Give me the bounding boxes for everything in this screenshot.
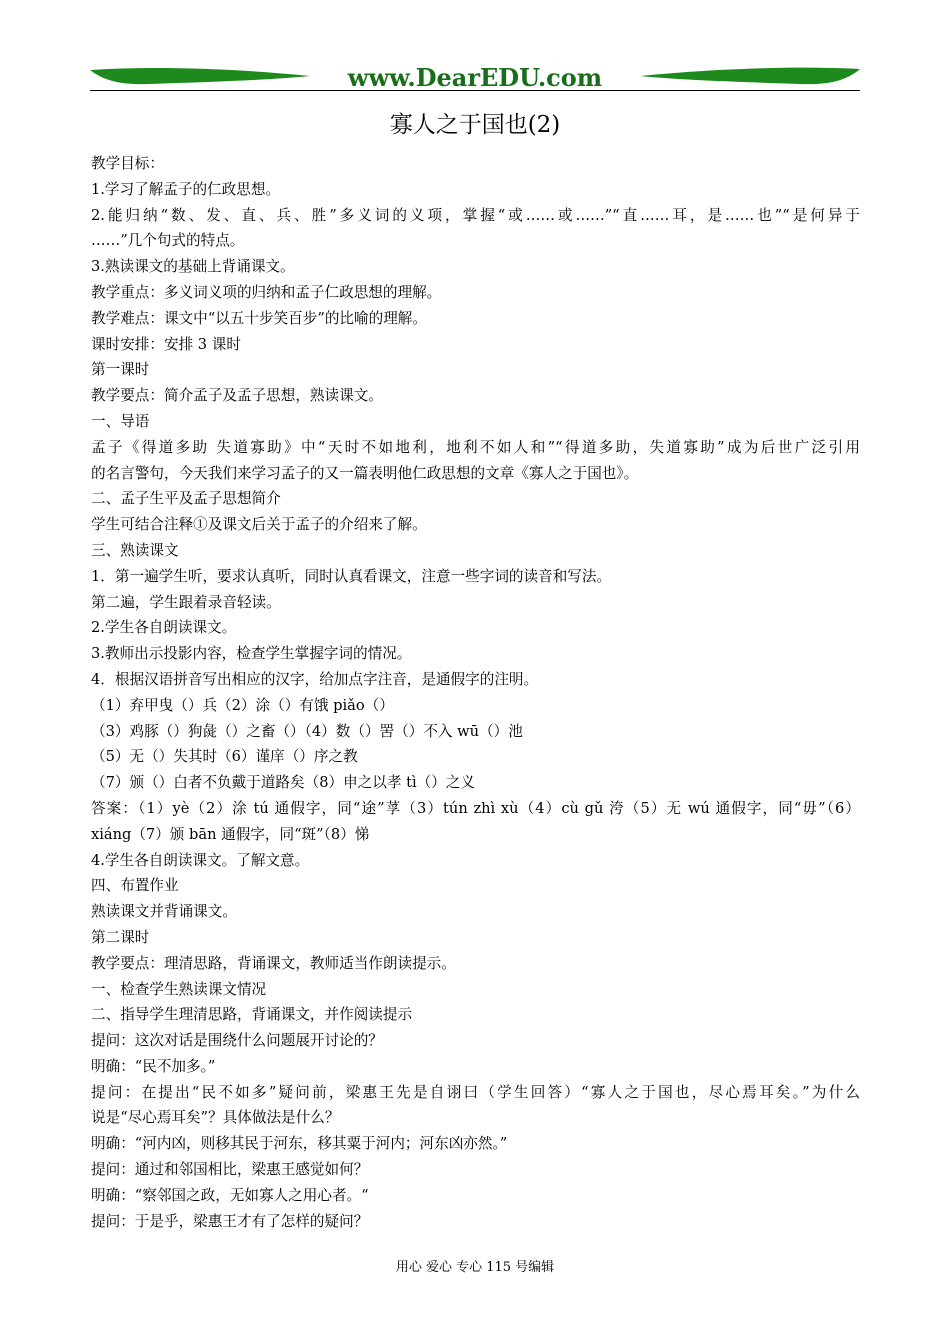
text-line: 二、指导学生理清思路，背诵课文，并作阅读提示 xyxy=(91,1006,413,1024)
page-title: 寡人之于国也(2) xyxy=(389,112,561,138)
text-line: 3.熟读课文的基础上背诵课文。 xyxy=(91,258,295,276)
site-logo-text: www.DearEDU.com xyxy=(347,63,603,92)
header-rule xyxy=(90,90,860,91)
text-line: （3）鸡豚（）狗彘（）之畜（）（4）数（）罟（）不入 wū（）池 xyxy=(91,722,523,740)
text-line: 第二遍，学生跟着录音轻读。 xyxy=(91,593,281,611)
text-line: 4．根据汉语拼音写出相应的汉字，给加点字注音，是通假字的注明。 xyxy=(91,670,539,688)
text-line: xiáng（7）颁 bān 通假字，同“斑”（8）悌 xyxy=(91,825,370,843)
text-line: 三、熟读课文 xyxy=(91,541,179,559)
document-body xyxy=(91,151,860,1234)
text-line: 1．第一遍学生听，要求认真听，同时认真看课文，注意一些字词的读音和写法。 xyxy=(91,567,612,585)
text-line: 2.能归纳“数、发、直、兵、胜”多义词的义项，掌握“或……或……”“直……耳，是……也”“是何异于 xyxy=(91,206,860,224)
swoosh-logo-graphic xyxy=(90,58,860,94)
text-line: 四、布置作业 xyxy=(91,877,179,895)
text-line: 说是“尽心焉耳矣”？具体做法是什么？ xyxy=(91,1109,340,1127)
text-line: 提问：通过和邻国相比，梁惠王感觉如何？ xyxy=(91,1161,369,1179)
text-line: 提问：这次对话是围绕什么问题展开讨论的？ xyxy=(91,1032,383,1050)
text-line: 明确：“察邻国之政，无如寡人之用心者。“ xyxy=(91,1186,369,1204)
text-line: 明确：“民不加多。” xyxy=(91,1057,216,1075)
text-line: 答案：（1）yè（2）涂 tú 通假字，同“途”莩（3）tún zhì xù（4）cù gǔ 洿（5）无 wú 通假字，同“毋”（6） xyxy=(91,799,860,817)
text-line: 2.学生各自朗读课文。 xyxy=(91,619,237,637)
text-line: 第二课时 xyxy=(91,928,150,946)
text-line: 熟读课文并背诵课文。 xyxy=(91,903,237,921)
text-line: 明确：“河内凶，则移其民于河东，移其粟于河内；河东凶亦然。” xyxy=(91,1135,508,1153)
page-footer: 用心 爱心 专心 115 号编辑 xyxy=(395,1260,555,1275)
left-swoosh xyxy=(90,68,310,84)
text-line: 1.学习了解孟子的仁政思想。 xyxy=(91,180,281,198)
text-line: 4.学生各自朗读课文。了解文意。 xyxy=(91,851,310,869)
text-line: 的名言警句，今天我们来学习孟子的又一篇表明他仁政思想的文章《寡人之于国也》。 xyxy=(91,464,639,482)
text-line: ……”几个句式的特点。 xyxy=(91,232,245,250)
text-line: （5）无（）失其时（6）谨庠（）序之教 xyxy=(91,748,358,766)
text-line: 提问：在提出“民不如多”疑问前，梁惠王先是自诩曰（学生回答）“寡人之于国也，尽心焉耳矣。”为什么 xyxy=(91,1083,860,1101)
right-swoosh xyxy=(640,68,860,85)
text-line: 一、检查学生熟读课文情况 xyxy=(91,980,267,998)
text-line: 教学要点：简介孟子及孟子思想，熟读课文。 xyxy=(91,387,383,405)
text-line: 教学目标： xyxy=(91,155,164,172)
text-line: 第一课时 xyxy=(91,361,150,379)
text-line: （7）颁（）白者不负戴于道路矣（8）申之以孝 tì（）之义 xyxy=(91,774,475,792)
text-line: 教学难点：课文中“以五十步笑百步”的比喻的理解。 xyxy=(91,309,427,327)
text-line: （1）弃甲曳（）兵（2）涂（）有饿 piǎo（） xyxy=(91,696,394,714)
site-header-banner xyxy=(90,58,860,94)
text-line: 学生可结合注释①及课文后关于孟子的介绍来了解。 xyxy=(91,516,427,534)
text-line: 二、孟子生平及孟子思想简介 xyxy=(91,490,281,508)
text-line: 教学重点：多义词义项的归纳和孟子仁政思想的理解。 xyxy=(91,283,442,301)
text-line: 孟子《得道多助 失道寡助》中“天时不如地利，地利不如人和”“得道多助，失道寡助”成为后世广泛引用 xyxy=(91,438,860,456)
text-line: 3.教师出示投影内容，检查学生掌握字词的情况。 xyxy=(91,645,412,663)
text-line: 一、导语 xyxy=(91,412,150,430)
text-line: 教学要点：理清思路，背诵课文，教师适当作朗读提示。 xyxy=(91,954,456,972)
text-line: 课时安排：安排 3 课时 xyxy=(91,335,241,353)
text-line: 提问：于是乎，梁惠王才有了怎样的疑问？ xyxy=(91,1212,369,1230)
